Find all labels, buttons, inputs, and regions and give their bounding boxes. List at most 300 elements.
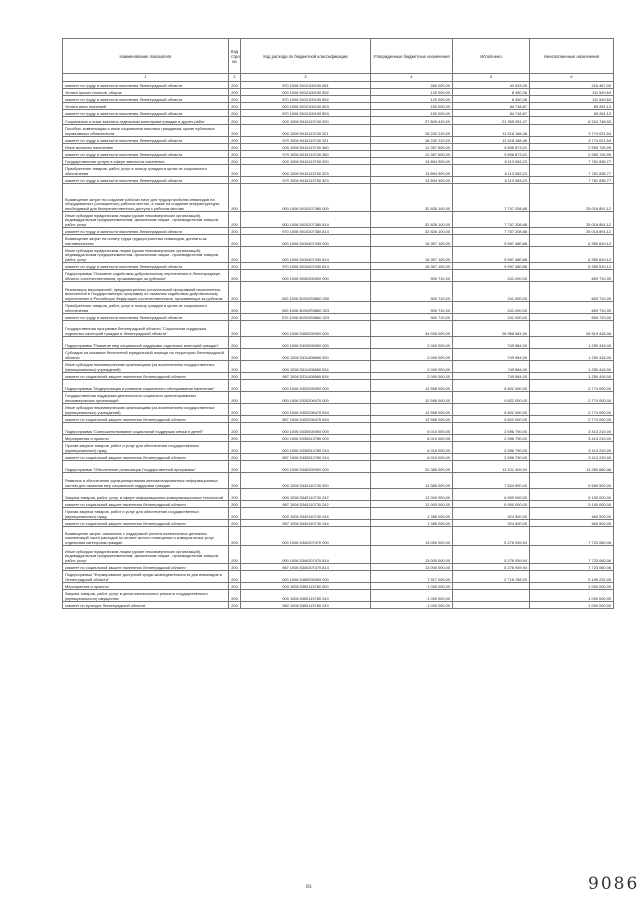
row-unexecuted-amount: 65 281,13 xyxy=(530,103,614,110)
row-executed-amount: 6 113 063,23 xyxy=(453,177,530,184)
row-expense-code: 000 1006 5320206470 634 xyxy=(241,404,371,416)
column-number: 6 xyxy=(530,74,614,82)
row-approved-amount: 12 596 000,00 xyxy=(371,392,453,404)
row-executed-amount: 241 000,00 xyxy=(453,314,530,321)
row-unexecuted-amount: 1 250 416,00 xyxy=(530,349,614,361)
row-unexecuted-amount: 659 710,00 xyxy=(530,314,614,321)
row-indicator-name: Иные выплаты населению xyxy=(63,144,229,151)
row-expense-code: 000 1006 5311406860 000 xyxy=(241,349,371,361)
row-approved-amount: 13 000 000,00 xyxy=(371,527,453,546)
row-unexecuted-amount: 25 018 891,12 xyxy=(530,212,614,228)
row-unexecuted-amount: 26 919 418,06 xyxy=(530,321,614,337)
row-line-code: 200 xyxy=(229,501,241,508)
row-line-code: 200 xyxy=(229,546,241,564)
row-executed-amount: 21 355 051,47 xyxy=(453,117,530,125)
row-unexecuted-amount: 7 723 060,06 xyxy=(530,546,614,564)
row-line-code: 200 xyxy=(229,380,241,392)
row-executed-amount xyxy=(453,602,530,609)
row-expense-code: 970 1006 5010100100 853 xyxy=(241,110,371,117)
row-executed-amount: 9 806 873,01 xyxy=(453,144,530,151)
row-approved-amount: 12 357 600,00 xyxy=(371,151,453,158)
row-executed-amount: 749 584,00 xyxy=(453,373,530,380)
row-indicator-name: Социальные и иные выплаты отдельным категориям граждан и других работ xyxy=(63,117,229,125)
row-line-code: 200 xyxy=(229,125,241,137)
row-line-code: 200 xyxy=(229,571,241,583)
row-indicator-name: Иные субсидии юридическим лицам (кроме некоммерческих организаций), индивидуальным предпринимателям, физическим лицам - производителям товаров, работ, услуг xyxy=(63,212,229,228)
header-executed: Исполнено xyxy=(453,39,530,74)
row-indicator-name: Мероприятия и проекты xyxy=(63,435,229,442)
table-row xyxy=(63,461,614,473)
table-row xyxy=(63,212,614,228)
row-indicator-name: Иные субсидии некоммерческим организациям (за исключением государственных (муниципальных) учреждений) xyxy=(63,404,229,416)
row-executed-amount: 9 822 000,00 xyxy=(453,392,530,404)
table-row xyxy=(63,435,614,442)
row-expense-code: 000 1006 5010113740 321 xyxy=(241,125,371,137)
table-row xyxy=(63,158,614,165)
row-indicator-name: Иные субсидии юридическим лицам (кроме некоммерческих организаций), индивидуальным предпринимателям, физическим лицам - производителям товаров, работ, услуг xyxy=(63,546,229,564)
row-line-code: 200 xyxy=(229,392,241,404)
row-executed-amount xyxy=(453,583,530,590)
row-unexecuted-amount: 6 324 748,53 xyxy=(530,117,614,125)
header-unexecuted: Неисполненные назначения xyxy=(530,39,614,74)
row-approved-amount: 6 010 000,00 xyxy=(371,435,453,442)
row-line-code: 200 xyxy=(229,349,241,361)
table-row xyxy=(63,337,614,349)
row-executed-amount: 84 718,87 xyxy=(453,103,530,110)
row-indicator-name: комитет по труду и занятости населения Ленинградской области xyxy=(63,228,229,235)
row-unexecuted-amount: 7 723 060,06 xyxy=(530,564,614,571)
row-expense-code: 987 1006 5340207470 814 xyxy=(241,564,371,571)
row-expense-code: 000 1006 5340110730 244 xyxy=(241,508,371,520)
row-unexecuted-amount: 7 723 060,06 xyxy=(530,527,614,546)
row-approved-amount: 900 710,00 xyxy=(371,314,453,321)
table-row xyxy=(63,416,614,423)
row-expense-code: 000 1006 5350113780 000 xyxy=(241,583,371,590)
row-executed-amount: 9 997 480,88 xyxy=(453,235,530,247)
row-unexecuted-amount: 659 710,00 xyxy=(530,282,614,302)
row-approved-amount: 260 000,00 xyxy=(371,82,453,89)
row-indicator-name: комитет по социальной защите населения Ленинградской области xyxy=(63,501,229,508)
row-indicator-name: Подпрограмма "Формирование доступной среды жизнедеятельности для инвалидов в Ленинградской области" xyxy=(63,571,229,583)
column-number: 5 xyxy=(453,74,530,82)
row-executed-amount: 749 584,00 xyxy=(453,349,530,361)
table-row xyxy=(63,489,614,501)
row-line-code: 200 xyxy=(229,228,241,235)
row-indicator-name: Подпрограмма "Развитие мер социальной поддержки отдельных категорий граждан" xyxy=(63,337,229,349)
row-indicator-name: Уплата прочих налогов, сборов xyxy=(63,89,229,96)
row-indicator-name: Прочая закупка товаров, работ и услуг для обеспечения государственных (муниципальных) нужд xyxy=(63,508,229,520)
row-unexecuted-amount: 111 549,64 xyxy=(530,96,614,103)
row-approved-amount: 20 385 000,00 xyxy=(371,461,453,473)
row-executed-amount: 43 533,00 xyxy=(453,82,530,89)
table-row xyxy=(63,151,614,158)
row-indicator-name: Закупка товаров, работ, услуг в сфере информационно-коммуникационных технологий xyxy=(63,489,229,501)
row-expense-code: 970 1006 5010100100 852 xyxy=(241,96,371,103)
header-expense-code: Код расхода по бюджетной классификации xyxy=(241,39,371,74)
row-line-code: 200 xyxy=(229,144,241,151)
table-row xyxy=(63,442,614,454)
row-indicator-name: Подпрограмма "Оказание содействия добровольному переселению в Ленинградскую область соотечественников, проживающих за рубежом" xyxy=(63,270,229,282)
row-line-code: 200 xyxy=(229,82,241,89)
table-row xyxy=(63,103,614,110)
column-number-row xyxy=(63,74,614,82)
row-executed-amount: 5 276 939,94 xyxy=(453,527,530,546)
row-executed-amount: 749 584,00 xyxy=(453,361,530,373)
table-row xyxy=(63,373,614,380)
row-approved-amount: 7 917 000,00 xyxy=(371,571,453,583)
table-row xyxy=(63,270,614,282)
row-executed-amount: 11 518 188,46 xyxy=(453,137,530,144)
row-approved-amount: 150 000,00 xyxy=(371,110,453,117)
row-line-code: 200 xyxy=(229,282,241,302)
row-approved-amount: 12 596 000,00 xyxy=(371,380,453,392)
row-executed-amount: 84 718,87 xyxy=(453,110,530,117)
row-unexecuted-amount: 5 199 232,00 xyxy=(530,571,614,583)
row-indicator-name: Субсидия на оказание бесплатной юридической помощи на территории Ленинградской области xyxy=(63,349,229,361)
row-approved-amount: 12 596 000,00 xyxy=(371,404,453,416)
row-expense-code: 970 1006 5010113740 321 xyxy=(241,137,371,144)
row-expense-code: 987 1006 5340110730 242 xyxy=(241,501,371,508)
row-unexecuted-amount: 2 774 000,00 xyxy=(530,404,614,416)
row-line-code: 200 xyxy=(229,247,241,263)
row-approved-amount: 12 357 600,00 xyxy=(371,144,453,151)
row-expense-code: 000 1006 5330513780 244 xyxy=(241,442,371,454)
row-line-code: 200 xyxy=(229,96,241,103)
row-unexecuted-amount: 5 560 500,00 xyxy=(530,473,614,489)
row-approved-amount: 13 385 000,00 xyxy=(371,473,453,489)
row-executed-amount: 8 450,36 xyxy=(453,89,530,96)
table-row xyxy=(63,125,614,137)
row-expense-code: 000 1006 5030000000 000 xyxy=(241,270,371,282)
row-line-code: 200 xyxy=(229,583,241,590)
row-line-code: 200 xyxy=(229,435,241,442)
row-approved-amount: 27 849 410,00 xyxy=(371,117,453,125)
table-row xyxy=(63,380,614,392)
row-expense-code: 982 1006 5350113780 243 xyxy=(241,602,371,609)
table-row xyxy=(63,361,614,373)
row-executed-amount: 8 450,36 xyxy=(453,96,530,103)
table-row xyxy=(63,590,614,602)
row-expense-code: 970 1006 5010113740 360 xyxy=(241,151,371,158)
row-approved-amount: 1 385 000,00 xyxy=(371,508,453,520)
row-executed-amount: 5 276 939,94 xyxy=(453,546,530,564)
header-line-code: Код стро ки xyxy=(229,39,241,74)
row-expense-code: 970 1006 5010407430 814 xyxy=(241,263,371,270)
table-row xyxy=(63,501,614,508)
row-indicator-name: Государственные услуги в сфере занятости населения xyxy=(63,158,229,165)
row-indicator-name: Подпрограмма "Совершенствование социальной поддержки семьи и детей" xyxy=(63,423,229,435)
row-indicator-name: комитет по социальной защите населения Ленинградской области xyxy=(63,373,229,380)
row-expense-code: 000 1006 5311406860 634 xyxy=(241,361,371,373)
row-line-code: 200 xyxy=(229,212,241,228)
row-unexecuted-amount: 1 000 000,00 xyxy=(530,583,614,590)
table-row xyxy=(63,404,614,416)
row-indicator-name: Прочая закупка товаров, работ и услуг для обеспечения государственных (муниципальных) нужд xyxy=(63,442,229,454)
row-indicator-name: комитет по труду и занятости населения Ленинградской области xyxy=(63,96,229,103)
row-line-code: 200 xyxy=(229,302,241,314)
table-row xyxy=(63,177,614,184)
row-indicator-name: Пособия, компенсации и иные социальные выплаты гражданам, кроме публичных нормативных обязательств xyxy=(63,125,229,137)
row-approved-amount: 6 010 000,00 xyxy=(371,442,453,454)
row-indicator-name: комитет по социальной защите населения Ленинградской области xyxy=(63,520,229,527)
row-line-code: 200 xyxy=(229,489,241,501)
row-executed-amount: 924 500,00 xyxy=(453,508,530,520)
row-approved-amount: 150 000,00 xyxy=(371,103,453,110)
table-row xyxy=(63,583,614,590)
row-approved-amount: 34 935 000,00 xyxy=(371,321,453,337)
row-indicator-name: Подпрограмма "Модернизация и развитие социального обслуживания населения" xyxy=(63,380,229,392)
row-executed-amount: 749 584,00 xyxy=(453,337,530,349)
row-approved-amount: 2 000 000,00 xyxy=(371,349,453,361)
row-unexecuted-amount: 3 413 210,00 xyxy=(530,435,614,442)
row-unexecuted-amount: 6 359 619,12 xyxy=(530,263,614,270)
row-approved-amount: 120 000,00 xyxy=(371,89,453,96)
row-line-code: 200 xyxy=(229,520,241,527)
row-line-code: 200 xyxy=(229,89,241,96)
row-approved-amount: 12 000 000,00 xyxy=(371,489,453,501)
table-row xyxy=(63,96,614,103)
row-executed-amount: 9 806 873,01 xyxy=(453,151,530,158)
row-indicator-name: Иные субсидии юридическим лицам (кроме некоммерческих организаций), индивидуальным предпринимателям, физическим лицам - производителям товаров, работ, услуг xyxy=(63,247,229,263)
row-expense-code: 000 1006 5340110730 242 xyxy=(241,489,371,501)
row-approved-amount: 6 010 000,00 xyxy=(371,454,453,461)
row-expense-code: 970 1006 5010113750 323 xyxy=(241,177,371,184)
row-executed-amount: 9 997 480,88 xyxy=(453,247,530,263)
row-approved-amount: 1 000 000,00 xyxy=(371,590,453,602)
row-unexecuted-amount: 460 500,00 xyxy=(530,508,614,520)
row-expense-code: 000 1006 5330000000 000 xyxy=(241,423,371,435)
row-indicator-name: комитет по труду и занятости населения Ленинградской области xyxy=(63,151,229,158)
row-indicator-name: Государственная поддержка деятельности социально ориентированных некоммерческих организаций xyxy=(63,392,229,404)
table-row xyxy=(63,564,614,571)
table-row xyxy=(63,117,614,125)
row-unexecuted-amount: 2 550 726,99 xyxy=(530,144,614,151)
row-unexecuted-amount: 65 281,13 xyxy=(530,110,614,117)
row-expense-code: 000 1006 5010113750 323 xyxy=(241,165,371,177)
row-expense-code: 000 1006 5010113740 000 xyxy=(241,117,371,125)
table-row xyxy=(63,263,614,270)
table-row xyxy=(63,520,614,527)
row-executed-amount: 13 101 409,94 xyxy=(453,461,530,473)
row-indicator-name: комитет по труду и занятости населения Ленинградской области xyxy=(63,110,229,117)
row-expense-code: 970 1006 5010100100 851 xyxy=(241,82,371,89)
row-indicator-name: комитет по труду и занятости населения Ленинградской области xyxy=(63,82,229,89)
row-approved-amount: 900 710,00 xyxy=(371,270,453,282)
row-expense-code: 000 1006 5010207380 000 xyxy=(241,184,371,212)
column-number: 3 xyxy=(241,74,371,82)
row-executed-amount: 9 822 000,00 xyxy=(453,380,530,392)
row-indicator-name: комитет по культуре Ленинградской области xyxy=(63,602,229,609)
row-line-code: 200 xyxy=(229,373,241,380)
row-unexecuted-amount: 1 250 416,00 xyxy=(530,361,614,373)
table-row xyxy=(63,349,614,361)
table-row xyxy=(63,228,614,235)
row-indicator-name: комитет по труду и занятости населения Ленинградской области xyxy=(63,314,229,321)
row-line-code: 200 xyxy=(229,270,241,282)
table-row xyxy=(63,110,614,117)
row-executed-amount: 2 596 790,00 xyxy=(453,435,530,442)
table-row xyxy=(63,602,614,609)
table-row xyxy=(63,89,614,96)
row-line-code: 200 xyxy=(229,321,241,337)
row-unexecuted-amount: 7 781 836,77 xyxy=(530,165,614,177)
row-unexecuted-amount: 659 710,00 xyxy=(530,270,614,282)
row-executed-amount: 7 757 208,88 xyxy=(453,184,530,212)
row-approved-amount: 12 000 000,00 xyxy=(371,501,453,508)
row-approved-amount: 32 826 100,00 xyxy=(371,228,453,235)
row-executed-amount: 9 822 000,00 xyxy=(453,416,530,423)
row-executed-amount: 9 997 480,88 xyxy=(453,263,530,270)
row-unexecuted-amount: 7 781 836,77 xyxy=(530,177,614,184)
row-approved-amount: 1 000 000,00 xyxy=(371,583,453,590)
row-unexecuted-amount: 6 359 619,12 xyxy=(530,247,614,263)
row-expense-code: 000 1006 5350113780 243 xyxy=(241,590,371,602)
row-indicator-name: комитет по социальной защите населения Ленинградской области xyxy=(63,564,229,571)
row-line-code: 200 xyxy=(229,158,241,165)
row-executed-amount: 2 596 790,00 xyxy=(453,454,530,461)
row-line-code: 200 xyxy=(229,337,241,349)
row-unexecuted-amount: 2 774 000,00 xyxy=(530,380,614,392)
table-row xyxy=(63,508,614,520)
row-line-code: 200 xyxy=(229,103,241,110)
table-body xyxy=(63,82,614,609)
row-unexecuted-amount: 1 250 416,00 xyxy=(530,373,614,380)
row-executed-amount: 5 276 939,94 xyxy=(453,564,530,571)
table-row xyxy=(63,144,614,151)
row-executed-amount xyxy=(453,590,530,602)
row-unexecuted-amount: 460 500,00 xyxy=(530,520,614,527)
archive-stamp-number: 9086 xyxy=(588,874,640,894)
row-unexecuted-amount: 2 774 000,00 xyxy=(530,392,614,404)
row-approved-amount: 16 357 100,00 xyxy=(371,247,453,263)
row-indicator-name: Государственная программа Ленинградской области "Социальная поддержка отдельных категорий граждан в Ленинградской области" xyxy=(63,321,229,337)
table-row xyxy=(63,184,614,212)
row-line-code: 200 xyxy=(229,137,241,144)
row-approved-amount: 16 357 100,00 xyxy=(371,263,453,270)
table-row xyxy=(63,165,614,177)
row-expense-code: 000 1006 50301R0860 000 xyxy=(241,282,371,302)
row-expense-code: 000 1006 5340110730 000 xyxy=(241,473,371,489)
table-row xyxy=(63,137,614,144)
row-line-code: 200 xyxy=(229,263,241,270)
row-indicator-name: Приобретение товаров, работ, услуг в пользу граждан в целях их социального обеспечения xyxy=(63,302,229,314)
row-executed-amount: 26 968 581,94 xyxy=(453,321,530,337)
row-executed-amount: 6 900 000,00 xyxy=(453,489,530,501)
table-row xyxy=(63,527,614,546)
row-indicator-name: Подпрограмма "Обеспечение реализации Государственной программы" xyxy=(63,461,229,473)
row-line-code: 200 xyxy=(229,314,241,321)
row-unexecuted-amount: 3 774 021,54 xyxy=(530,125,614,137)
table-row xyxy=(63,571,614,583)
row-executed-amount: 7 757 208,88 xyxy=(453,212,530,228)
row-executed-amount: 2 716 768,00 xyxy=(453,571,530,583)
row-expense-code: 970 1006 5010207380 814 xyxy=(241,228,371,235)
row-expense-code: 987 1006 5311406860 634 xyxy=(241,373,371,380)
row-unexecuted-amount: 3 774 021,54 xyxy=(530,137,614,144)
row-indicator-name: Закупка товаров, работ, услуг в целях капитального ремонта государственного (муниципального) имущества xyxy=(63,590,229,602)
row-indicator-name: Возмещение затрат на оплату труда трудоустроенных инвалидов, доплаты за наставничество xyxy=(63,235,229,247)
row-unexecuted-amount: 3 413 210,00 xyxy=(530,454,614,461)
row-unexecuted-amount: 5 100 000,00 xyxy=(530,501,614,508)
row-unexecuted-amount: 2 550 726,99 xyxy=(530,151,614,158)
row-unexecuted-amount: 6 359 619,12 xyxy=(530,235,614,247)
row-unexecuted-amount: 1 000 000,00 xyxy=(530,602,614,609)
row-executed-amount: 6 900 000,00 xyxy=(453,501,530,508)
row-approved-amount: 13 894 900,00 xyxy=(371,158,453,165)
table-row xyxy=(63,314,614,321)
row-expense-code: 987 1006 5340110730 244 xyxy=(241,520,371,527)
row-executed-amount: 241 000,00 xyxy=(453,270,530,282)
row-line-code: 200 xyxy=(229,564,241,571)
row-expense-code: 000 1006 5010207380 814 xyxy=(241,212,371,228)
row-approved-amount: 16 242 210,00 xyxy=(371,125,453,137)
row-indicator-name: Приобретение товаров, работ, услуг в пользу граждан в целях их социального обеспечения xyxy=(63,165,229,177)
table-row xyxy=(63,282,614,302)
row-indicator-name: комитет по социальной защите населения Ленинградской области xyxy=(63,454,229,461)
row-executed-amount: 2 596 790,00 xyxy=(453,423,530,435)
row-executed-amount: 7 824 500,00 xyxy=(453,473,530,489)
row-expense-code: 000 1006 5010407430 000 xyxy=(241,235,371,247)
row-line-code: 200 xyxy=(229,423,241,435)
row-line-code: 200 xyxy=(229,165,241,177)
row-unexecuted-amount: 3 413 210,00 xyxy=(530,442,614,454)
row-expense-code: 000 1006 5310000000 000 xyxy=(241,337,371,349)
column-number: 2 xyxy=(229,74,241,82)
row-indicator-name: Возмещение затрат на создание рабочих мест для трудоустройства инвалидов на оборудованных (оснащенных) рабочих местах, а также на создание инфраструктуры, необходимой для беспрепятственного доступа к рабочим местам xyxy=(63,184,229,212)
row-indicator-name: Уплата иных платежей xyxy=(63,103,229,110)
row-expense-code: 987 1006 5320206470 634 xyxy=(241,416,371,423)
row-executed-amount: 6 113 063,23 xyxy=(453,165,530,177)
row-indicator-name: комитет по социальной защите населения Ленинградской области xyxy=(63,416,229,423)
row-indicator-name: Возмещение затрат, связанных с поддержкой (почета ежемесячных денежных компенсаций части расходов по оплате жилого помещения и коммунальных услуг отдельным категориям граждан xyxy=(63,527,229,546)
row-executed-amount: 9 822 000,00 xyxy=(453,404,530,416)
row-expense-code: 000 1006 5010100100 853 xyxy=(241,103,371,110)
row-line-code: 200 xyxy=(229,361,241,373)
table-row xyxy=(63,423,614,435)
row-line-code: 200 xyxy=(229,590,241,602)
column-number: 4 xyxy=(371,74,453,82)
header-row xyxy=(63,39,614,74)
row-indicator-name: комитет по труду и занятости населения Ленинградской области xyxy=(63,177,229,184)
row-line-code: 200 xyxy=(229,602,241,609)
row-approved-amount: 13 894 900,00 xyxy=(371,177,453,184)
header-approved: Утвержденные бюджетные назначения xyxy=(371,39,453,74)
row-expense-code: 987 1006 5330513780 244 xyxy=(241,454,371,461)
table-row xyxy=(63,302,614,314)
table-row xyxy=(63,82,614,89)
row-unexecuted-amount: 25 018 891,12 xyxy=(530,228,614,235)
row-unexecuted-amount: 5 100 000,00 xyxy=(530,489,614,501)
table-row xyxy=(63,473,614,489)
row-approved-amount: 12 596 000,00 xyxy=(371,416,453,423)
row-unexecuted-amount: 111 549,64 xyxy=(530,89,614,96)
row-indicator-name: комитет по труду и занятости населения Ленинградской области xyxy=(63,137,229,144)
row-unexecuted-amount: 13 280 660,46 xyxy=(530,461,614,473)
table-row xyxy=(63,454,614,461)
row-approved-amount: 13 000 000,00 xyxy=(371,564,453,571)
row-approved-amount: 2 000 000,00 xyxy=(371,361,453,373)
row-approved-amount: 13 000 000,00 xyxy=(371,546,453,564)
row-expense-code: 000 1006 5330513780 000 xyxy=(241,435,371,442)
row-line-code: 200 xyxy=(229,151,241,158)
row-unexecuted-amount: 2 774 000,00 xyxy=(530,416,614,423)
row-expense-code: 000 1006 5010113740 360 xyxy=(241,144,371,151)
row-expense-code: 000 1006 5010100100 852 xyxy=(241,89,371,96)
row-expense-code: 000 1006 5320206470 000 xyxy=(241,392,371,404)
column-number: 1 xyxy=(63,74,229,82)
row-expense-code: 000 1006 5340207470 000 xyxy=(241,527,371,546)
row-line-code: 200 xyxy=(229,461,241,473)
